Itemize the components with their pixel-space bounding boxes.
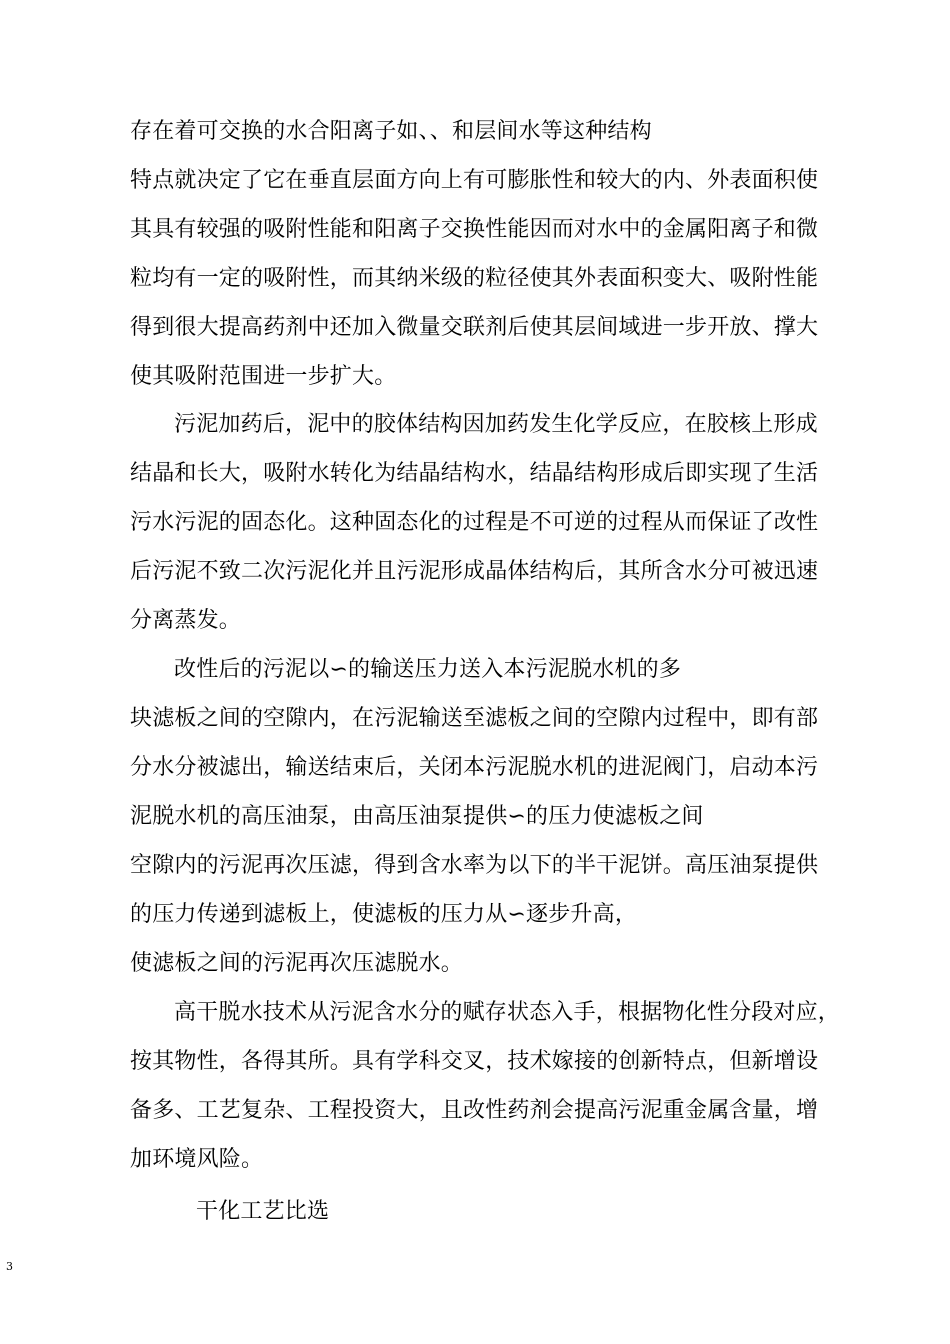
paragraph-3-line-5: 空隙内的污泥再次压滤，得到含水率为以下的半干泥饼。高压油泵提供 [130, 853, 819, 878]
paragraph-1-line-5: 得到很大提高药剂中还加入微量交联剂后使其层间域进一步开放、撑大 [130, 315, 819, 340]
section-heading: 干化工艺比选 [196, 1199, 330, 1224]
paragraph-2-line-2: 结晶和长大，吸附水转化为结晶结构水，结晶结构形成后即实现了生活 [130, 461, 819, 486]
page-number: 3 [6, 1260, 13, 1273]
paragraph-1-line-1: 存在着可交换的水合阳离子如、、和层间水等这种结构 [130, 119, 652, 144]
paragraph-3-line-2: 块滤板之间的空隙内，在污泥输送至滤板之间的空隙内过程中，即有部 [130, 706, 819, 731]
paragraph-3-line-3: 分水分被滤出，输送结束后，关闭本污泥脱水机的进泥阀门，启动本污 [130, 755, 819, 780]
paragraph-2-line-1: 污泥加药后，泥中的胶体结构因加药发生化学反应，在胶核上形成 [174, 412, 818, 437]
paragraph-2-line-4: 后污泥不致二次污泥化并且污泥形成晶体结构后，其所含水分可被迅速 [130, 559, 819, 584]
paragraph-4-line-3: 备多、工艺复杂、工程投资大，且改性药剂会提高污泥重金属含量，增 [130, 1098, 819, 1123]
paragraph-1-line-4: 粒均有一定的吸附性，而其纳米级的粒径使其外表面积变大、吸附性能 [130, 266, 819, 291]
paragraph-3-line-4: 泥脱水机的高压油泵，由高压油泵提供∽的压力使滤板之间 [130, 804, 704, 829]
paragraph-1-line-3: 其具有较强的吸附性能和阳离子交换性能因而对水中的金属阳离子和微 [130, 217, 819, 242]
paragraph-3-line-1: 改性后的污泥以∽的输送压力送入本污泥脱水机的多 [174, 657, 682, 682]
paragraph-1-line-2: 特点就决定了它在垂直层面方向上有可膨胀性和较大的内、外表面积使 [130, 168, 819, 193]
paragraph-1-line-6: 使其吸附范围进一步扩大。 [130, 364, 397, 389]
paragraph-4-line-2: 按其物性，各得其所。具有学科交叉，技术嫁接的创新特点，但新增设 [130, 1049, 819, 1074]
paragraph-2-line-3: 污水污泥的固态化。这种固态化的过程是不可逆的过程从而保证了改性 [130, 510, 819, 535]
paragraph-4-line-1: 高干脱水技术从污泥含水分的赋存状态入手，根据物化性分段对应， [174, 1000, 841, 1025]
paragraph-4-line-4: 加环境风险。 [130, 1147, 264, 1172]
paragraph-2-line-5: 分离蒸发。 [130, 608, 242, 633]
paragraph-3-line-7: 使滤板之间的污泥再次压滤脱水。 [130, 951, 464, 976]
paragraph-3-line-6: 的压力传递到滤板上，使滤板的压力从∽逐步升高， [130, 902, 638, 927]
